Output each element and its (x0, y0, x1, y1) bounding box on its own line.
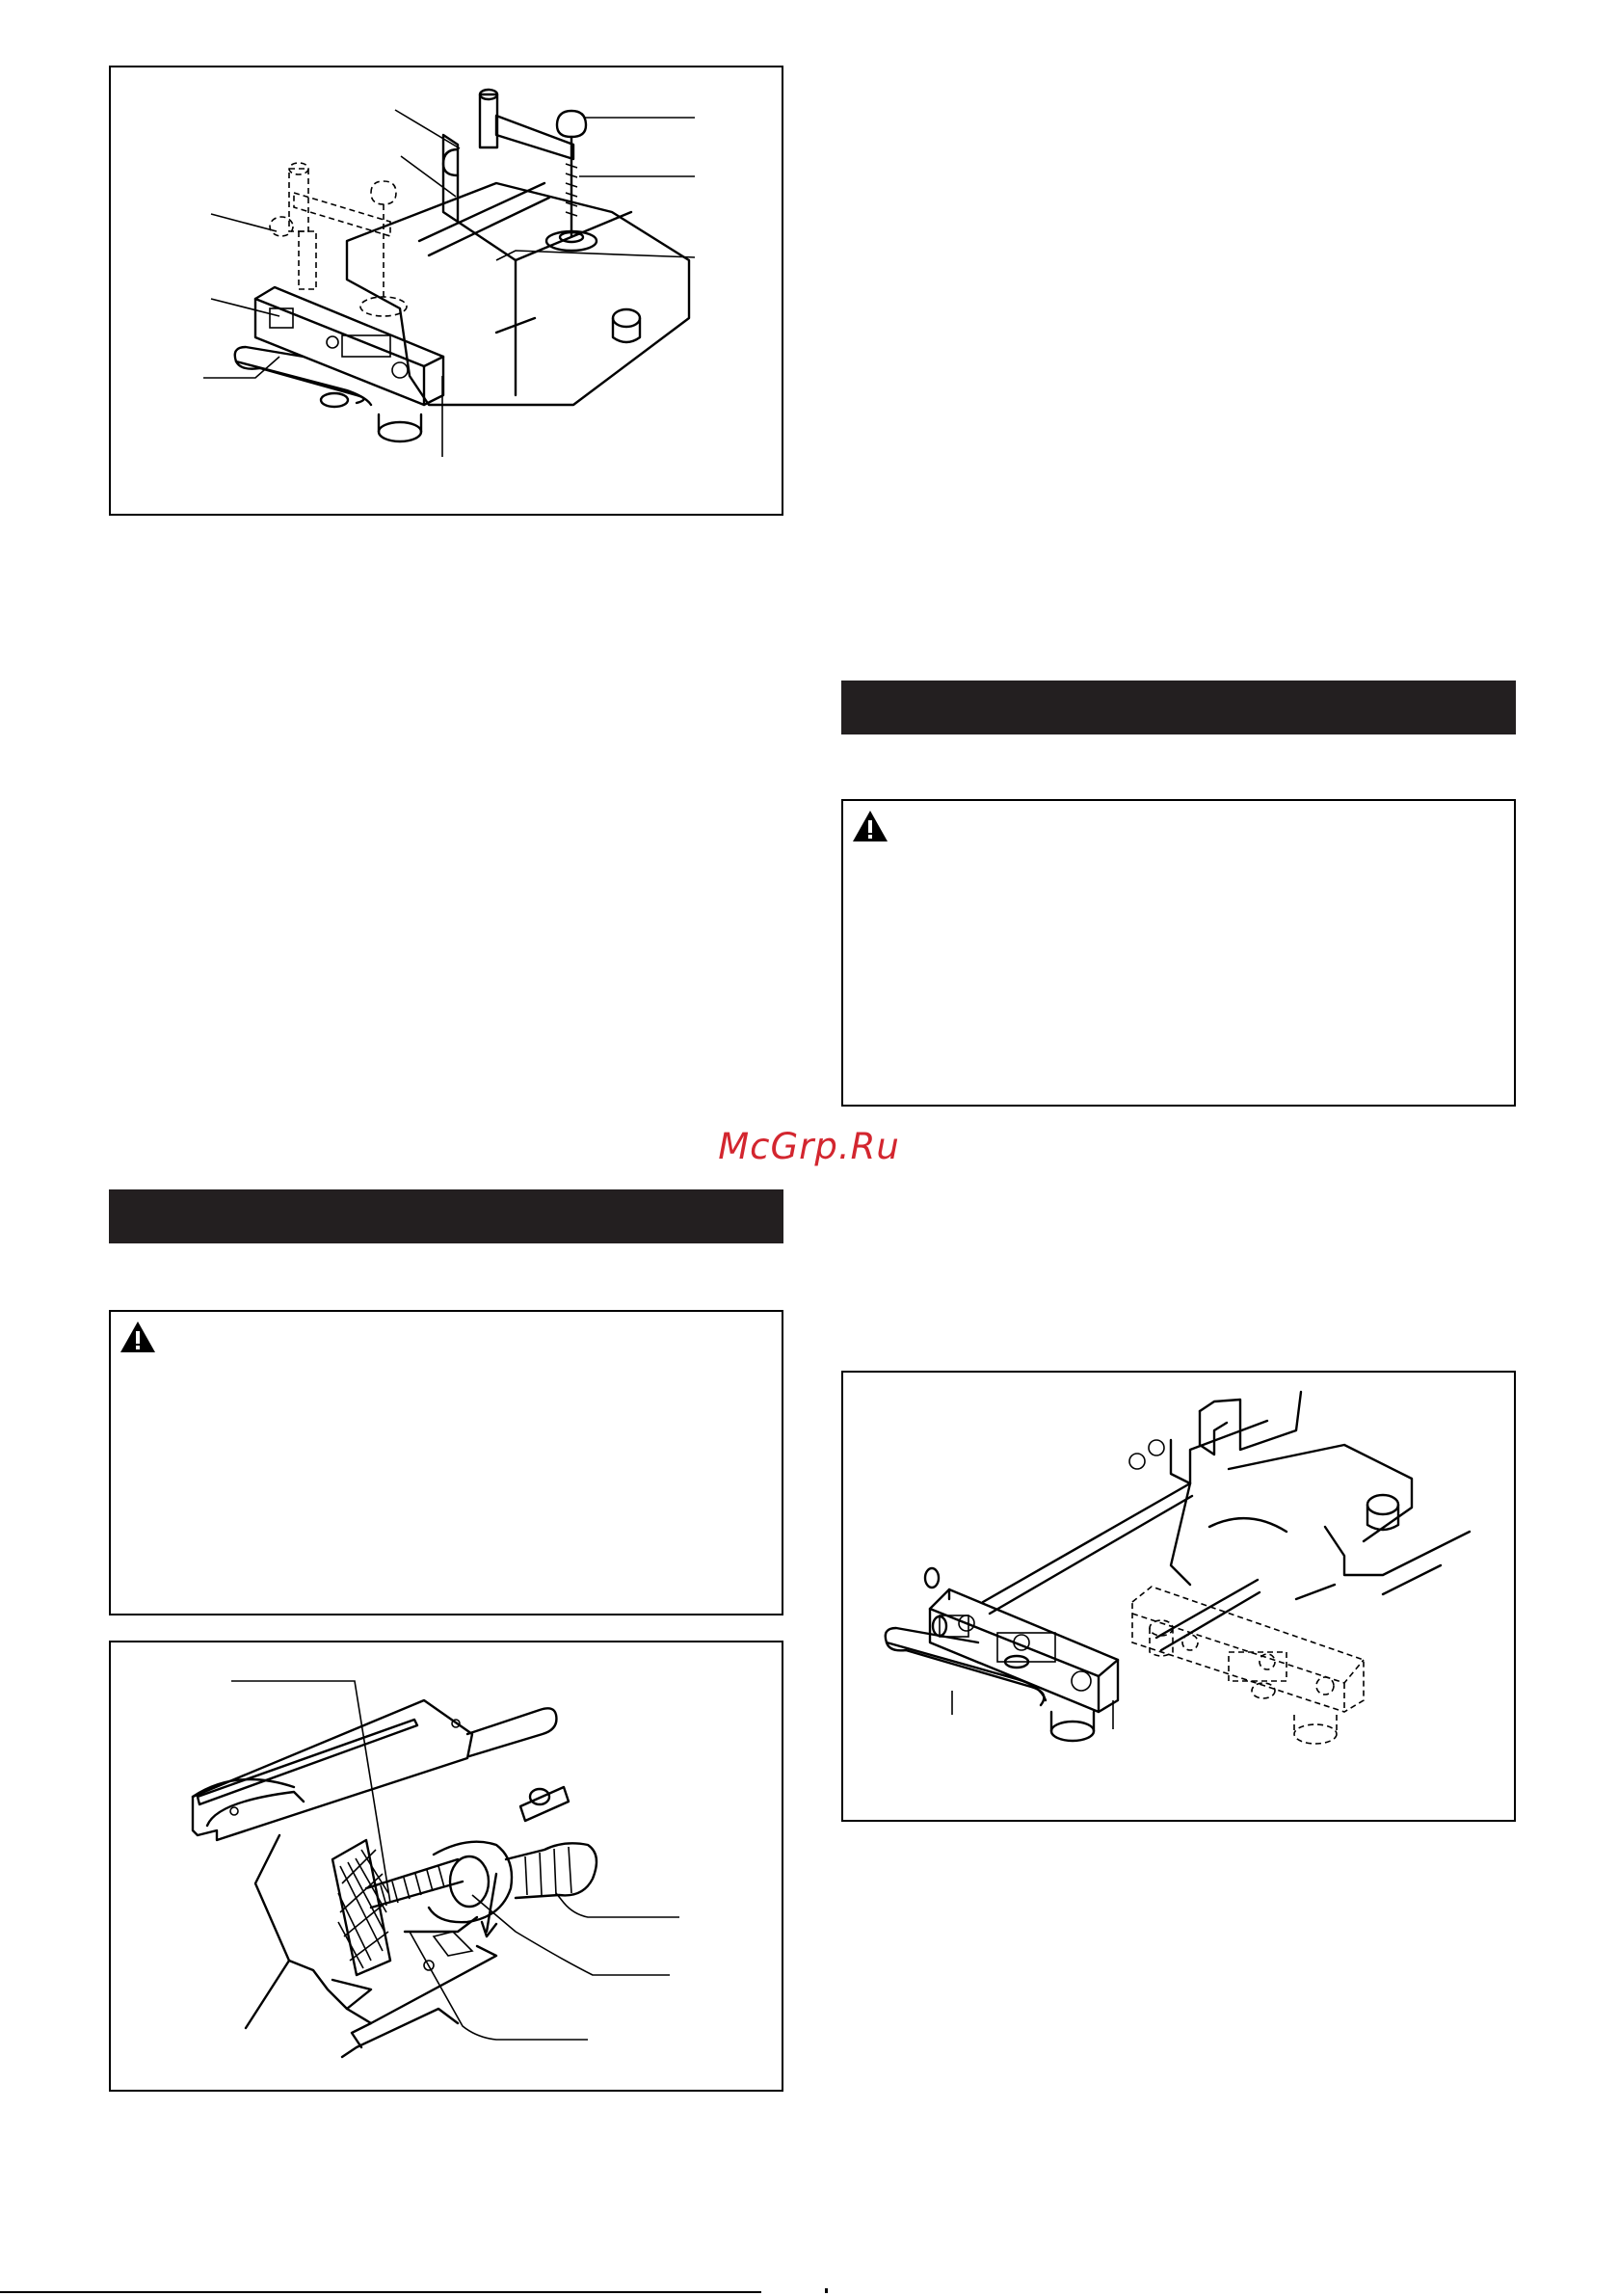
figure-holder-assembly (841, 1371, 1516, 1822)
warning-triangle-icon (119, 1320, 157, 1354)
watermark: McGrp.Ru (718, 1126, 900, 1167)
holder-assembly-illustration (843, 1373, 1518, 1824)
horizontal-vise-illustration (111, 1642, 785, 2094)
bottom-mark (825, 2288, 828, 2293)
warning-box-left (109, 1310, 783, 1615)
section-header-right (841, 681, 1516, 734)
warning-box-right (841, 799, 1516, 1107)
warning-triangle-icon (851, 809, 889, 843)
section-header-left (109, 1189, 783, 1243)
vertical-vise-illustration (111, 67, 785, 518)
figure-vertical-vise-positions (109, 66, 783, 516)
bottom-rule (0, 2291, 761, 2293)
figure-horizontal-vise-knob (109, 1641, 783, 2092)
